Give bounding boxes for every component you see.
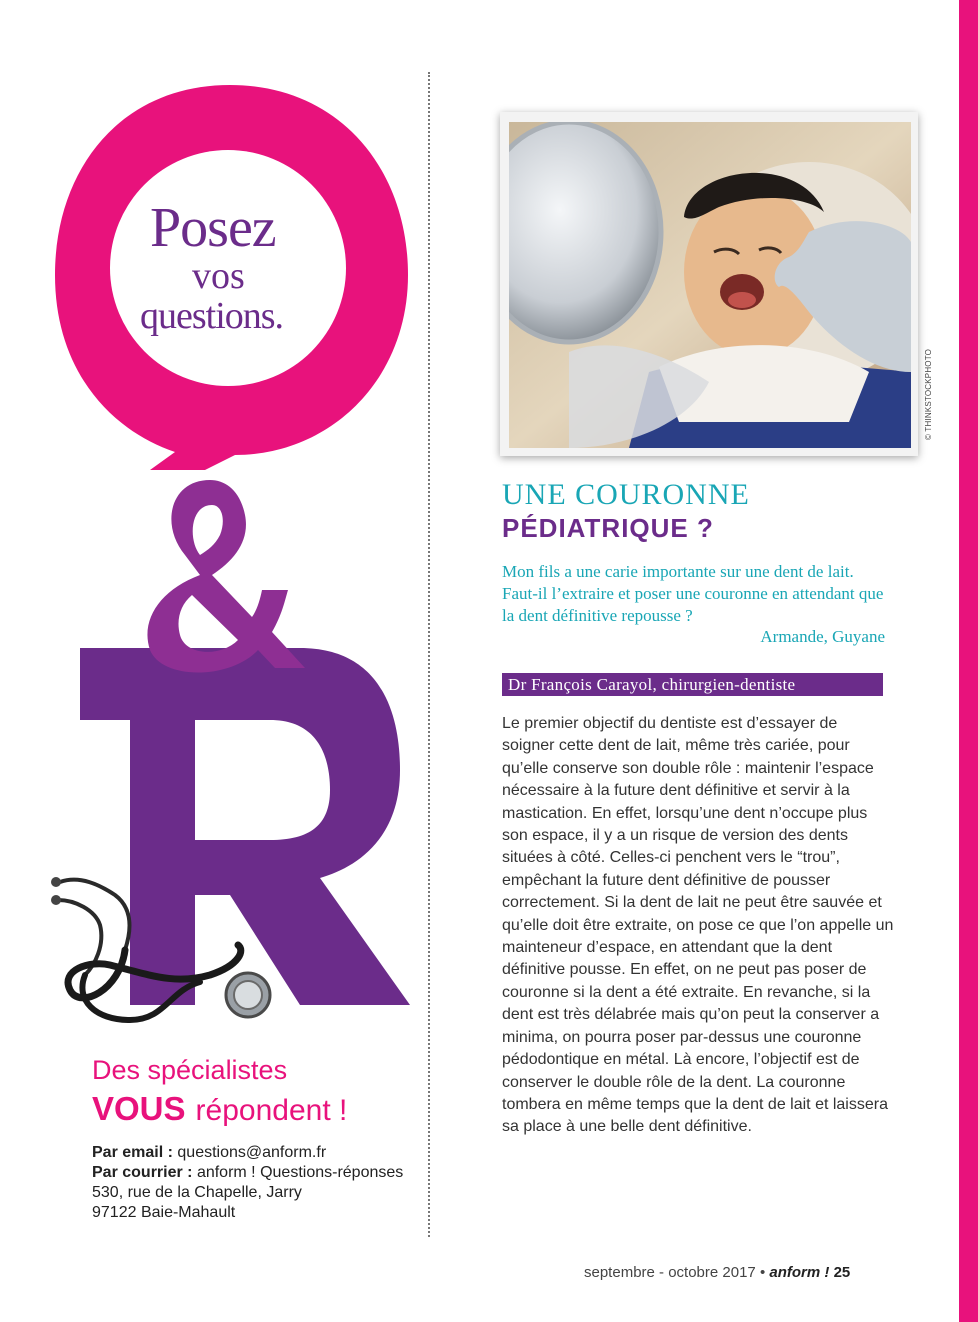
article-title-line1: UNE COURONNE	[502, 478, 750, 511]
questions-heading: questions.	[140, 295, 284, 337]
specialists-line1: Des spécialistes	[92, 1055, 288, 1085]
mail-label: Par courrier :	[92, 1164, 193, 1181]
article-title-line2: PÉDIATRIQUE ?	[502, 513, 714, 543]
footer-magazine: anform !	[769, 1264, 830, 1281]
email-value[interactable]: questions@anform.fr	[177, 1144, 327, 1161]
ampersand-shape	[147, 480, 305, 673]
photo-credit: © THINKSTOCKPHOTO	[924, 348, 933, 440]
specialists-vous: VOUS	[92, 1090, 186, 1127]
address-line2: 97122 Baie-Mahault	[92, 1204, 236, 1221]
column-divider	[428, 72, 430, 1237]
page-number: 25	[833, 1264, 851, 1281]
contact-mail	[92, 1163, 403, 1183]
vos-heading: vos	[192, 255, 245, 297]
dentist-photo	[509, 122, 911, 448]
contact-email	[92, 1143, 403, 1163]
specialists-rest: répondent !	[195, 1094, 348, 1127]
contact-block	[92, 1143, 403, 1223]
letter-r-shape	[80, 648, 410, 1005]
expert-answer: Le premier objectif du dentiste est d’essayer de soigner cette dent de lait, même très cariée, pour qu’elle conserve son double rôle : maintenir l’espace nécessaire à la future dent définitive et servir à la mastication. En effet, lorsqu’une dent n’occupe plus son espace, il y a un risque de version des dents situées à côté. Celles-ci penchent vers le “trou”, empêchant la future dent définitive de pousser correctement. Si la dent de lait ne peut être sauvée et qu’elle doit être extraite, on pose ce que l’on appelle un mainteneur d’espace, en attendant que la dent définitive pousse. En effet, on ne peut pas poser de couronne si la dent a été extraite. En revanche, si la dent est très délabrée mais qu’on peut la conserver a minima, on pourra poser par-dessus une couronne pédodontique en métal. Là encore, l’objectif est de conserver le double rôle de la dent. La couronne tombera en même temps que la dent de lait et laissera sa place à une belle dent définitive.	[502, 715, 894, 1136]
qr-letters-graphic	[0, 0, 428, 1060]
address-line1: 530, rue de la Chapelle, Jarry	[92, 1184, 302, 1201]
reader-signature: Armande, Guyane	[760, 627, 885, 646]
footer-bullet: •	[759, 1264, 766, 1281]
reader-question: Mon fils a une carie importante sur une dent de lait. Faut-il l’extraire et poser une couronne en attendant que la dent définitive repousse ?	[502, 562, 884, 625]
dentist-photo-illustration	[509, 122, 911, 448]
posez-heading: Posez	[150, 197, 276, 259]
qr-artwork	[0, 0, 428, 1060]
specialists-tagline	[92, 1055, 347, 1128]
footer-date: septembre - octobre 2017	[584, 1264, 756, 1281]
mail-value: anform ! Questions-réponses	[196, 1164, 404, 1181]
page-edge-bar	[959, 0, 978, 1322]
email-label: Par email :	[92, 1144, 173, 1161]
page-footer	[584, 1264, 850, 1281]
specialists-line2	[92, 1090, 347, 1128]
expert-banner: Dr François Carayol, chirurgien-dentiste	[502, 673, 883, 696]
